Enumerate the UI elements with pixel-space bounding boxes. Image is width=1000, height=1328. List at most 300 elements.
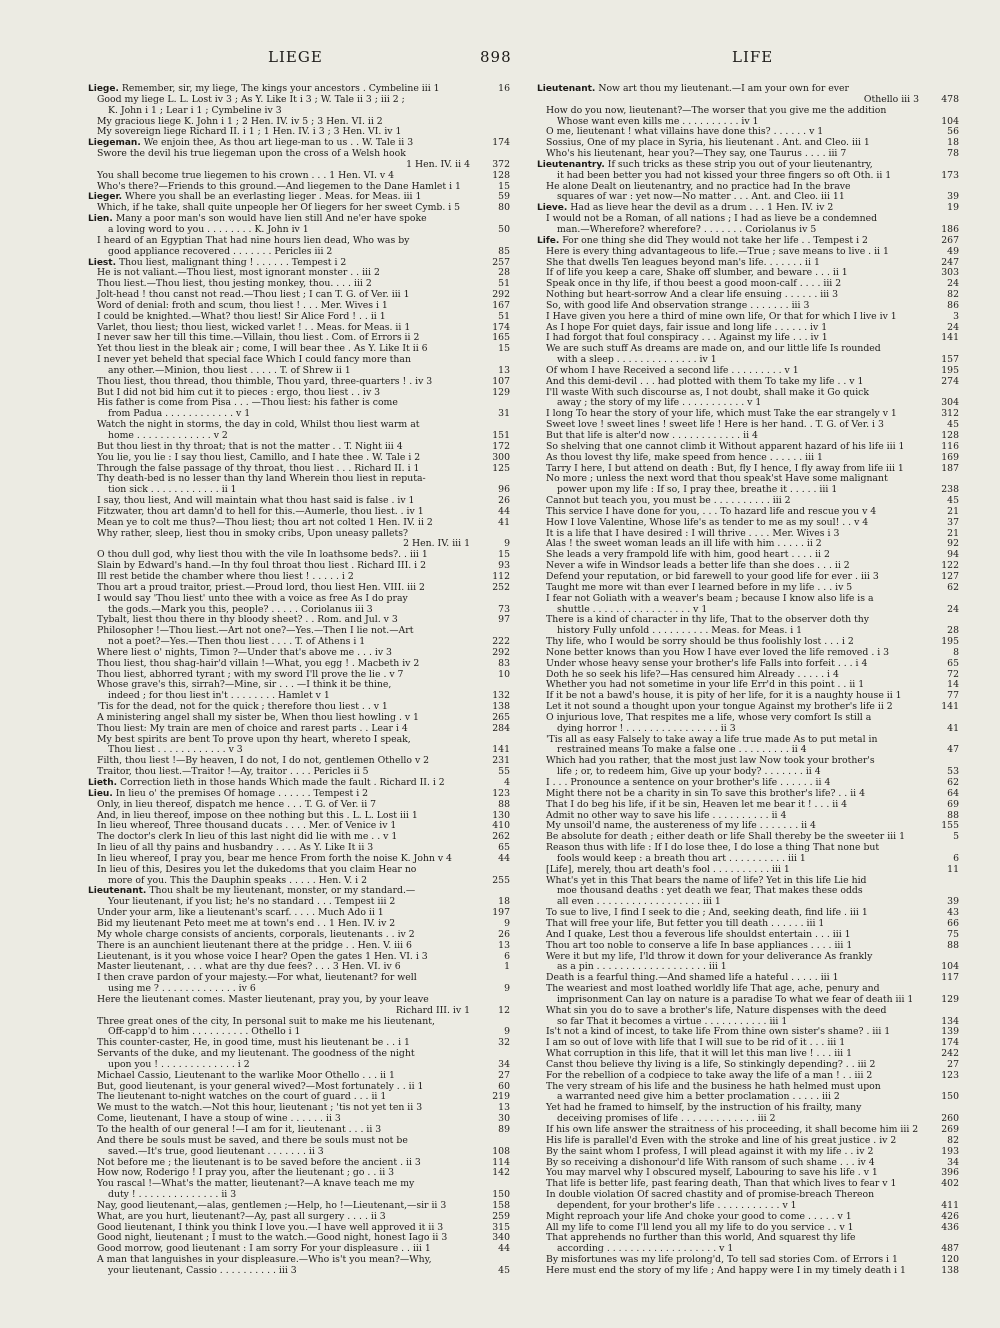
quotation-text: Thou liest, malignant thing ! . . . . . . Tempest i 2 [118, 257, 347, 268]
concordance-line [537, 778, 959, 789]
quotation-text: Othello iii 3 [863, 94, 919, 105]
line-number: 231 [489, 756, 510, 767]
concordance-line [88, 1179, 510, 1190]
line-number: 242 [938, 1049, 959, 1060]
concordance-line [88, 1006, 510, 1017]
concordance-line [537, 1060, 959, 1071]
concordance-line [88, 258, 510, 269]
line-number: 77 [944, 691, 959, 702]
line-number: 303 [938, 268, 959, 279]
concordance-line [88, 724, 510, 735]
quotation-text: Varlet, thou liest; thou liest, wicked varlet ! . . Meas. for Meas. ii 1 [97, 322, 411, 333]
headword: Lien. [88, 214, 113, 225]
quotation-text: with a sleep . . . . . . . . . . . . . . iv 1 [557, 355, 717, 366]
quotation-text: That I do beg his life, if it be sin, Heaven let me bear it ! . . . ii 4 [546, 799, 848, 810]
concordance-line [88, 756, 510, 767]
concordance-line [88, 247, 510, 258]
line-number: 88 [944, 811, 959, 822]
line-number: 49 [944, 247, 959, 258]
quotation-text: He alone Dealt on lieutenantry, and no practice had In the brave [546, 181, 851, 192]
concordance-line [537, 984, 959, 995]
quotation-text: By the saint whom I profess, I will plead against it with my life . . iv 2 [546, 1146, 874, 1157]
line-number: 18 [944, 138, 959, 149]
quotation-text: It is a life that I have desired : I will thrive . . . . Mer. Wives i 3 [546, 528, 840, 539]
concordance-line [537, 431, 959, 442]
concordance-line [88, 388, 510, 399]
concordance-line [537, 1255, 959, 1266]
concordance-line [537, 355, 959, 366]
quotation-text: For one thing she did They would not take her life . . Tempest i 2 [562, 235, 868, 246]
concordance-line [537, 1168, 959, 1179]
page-number: 898 [480, 48, 512, 66]
line-number: 26 [495, 496, 510, 507]
quotation-text: 2 Hen. IV. iii 1 [403, 539, 470, 550]
quotation-text: To sue to live, I find I seek to die ; And, seeking death, find life . iii 1 [546, 908, 868, 919]
quotation-text: Speak once in thy life, if thou beest a good moon-calf . . . . iii 2 [546, 279, 842, 290]
quotation-text: deceiving promises of life . . . . . . . . . . . . . iii 2 [557, 1114, 776, 1125]
quotation-text: any other.—Minion, thou liest . . . . . T. of Shrew ii 1 [108, 365, 351, 376]
line-number: 340 [489, 1233, 510, 1244]
quotation-text: My sovereign liege Richard II. i 1 ; 1 Hen. IV. i 3 ; 3 Hen. VI. iv 1 [97, 127, 402, 138]
concordance-line [537, 952, 959, 963]
concordance-line [88, 355, 510, 366]
line-number: 410 [489, 821, 510, 832]
quotation-text: O injurious love, That respites me a life, whose very comfort Is still a [546, 712, 872, 723]
quotation-text: I . . . Pronounce a sentence on your brother's life . . . . . . ii 4 [546, 778, 831, 788]
concordance-line [537, 908, 959, 919]
quotation-text: She that dwells Ten leagues beyond man's life. . . . . . . ii 1 [546, 257, 820, 268]
quotation-text: Tarry I here, I but attend on death : But, fly I hence, I fly away from life iii 1 [546, 463, 904, 474]
quotation-text: upon you ! . . . . . . . . . . . . . i 2 [108, 1059, 250, 1070]
concordance-line [537, 680, 959, 691]
quotation-text: a loving word to you . . . . . . . . K. John iv 1 [108, 224, 309, 235]
quotation-text: moe thousand deaths : yet death we fear, That makes these odds [557, 886, 863, 897]
line-number: 27 [944, 1060, 959, 1071]
headword: Life. [537, 235, 560, 246]
quotation-text: By misfortunes was my life prolong'd, To tell sad stories Com. of Errors i 1 [546, 1255, 898, 1266]
concordance-line [88, 572, 510, 583]
concordance-line [537, 192, 959, 203]
line-number: 43 [944, 908, 959, 919]
quotation-text: What, are you hurt, lieutenant?—Ay, past all surgery . . . . ii 3 [97, 1211, 386, 1222]
quotation-text: Sossius, One of my place in Syria, his lieutenant . Ant. and Cleo. iii 1 [546, 138, 870, 149]
concordance-line [88, 962, 510, 973]
concordance-line [88, 800, 510, 811]
quotation-text: Many a poor man's son would have lien still And ne'er have spoke [115, 214, 427, 225]
quotation-text: But, good lieutenant, is your general wived?—Most fortunately . . ii 1 [97, 1081, 424, 1092]
concordance-line [537, 333, 959, 344]
quotation-text: But I did not bid him cut it to pieces : ergo, thou liest . . iv 3 [97, 387, 381, 398]
concordance-line [88, 973, 510, 984]
quotation-text: Doth he so seek his life?—Has censured him Already . . . . . i 4 [546, 669, 839, 680]
concordance-line [88, 691, 510, 702]
concordance-line [537, 442, 959, 453]
headword: Lieve. [537, 203, 568, 214]
concordance-line [537, 637, 959, 648]
concordance-line [88, 214, 510, 225]
line-number: 41 [495, 518, 510, 529]
concordance-line [88, 1255, 510, 1266]
quotation-text: His father is come from Pisa . . . —Thou liest: his father is come [97, 398, 398, 409]
quotation-text: Thou art too noble to conserve a life In base appliances . . . . iii 1 [546, 940, 853, 951]
line-number: 155 [938, 821, 959, 832]
line-number: 138 [489, 702, 510, 713]
line-number: 9 [501, 1027, 510, 1038]
concordance-line [88, 1168, 510, 1179]
concordance-line [88, 1223, 510, 1234]
line-number: 487 [938, 1244, 959, 1255]
concordance-line [537, 724, 959, 735]
quotation-text: I would not be a Roman, of all nations ; I had as lieve be a condemned [546, 214, 878, 225]
quotation-text: I am so out of love with life that I will sue to be rid of it . . . iii 1 [546, 1038, 846, 1049]
concordance-line [537, 182, 959, 193]
line-number: 174 [489, 323, 510, 334]
concordance-line [537, 702, 959, 713]
line-number: 128 [938, 431, 959, 442]
line-number: 28 [944, 626, 959, 637]
line-number: 187 [938, 464, 959, 475]
concordance-line [88, 984, 510, 995]
quotation-text: Watch the night in storms, the day in cold, Whilst thou liest warm at [97, 420, 420, 431]
headword: Lieu. [88, 788, 113, 799]
line-number: 34 [944, 1158, 959, 1169]
quotation-text: O thou dull god, why liest thou with the vile In loathsome beds?. . iii 1 [97, 550, 428, 561]
quotation-text: Whether you had not sometime in your life Err'd in this point . . ii 1 [546, 680, 865, 691]
concordance-line [537, 323, 959, 334]
quotation-text: Remember, sir, my liege, The kings your ancestors . Cymbeline iii 1 [121, 84, 440, 94]
quotation-text: Richard III. iv 1 [395, 1005, 470, 1016]
quotation-text: How now, Roderigo ! I pray you, after the lieutenant ; go . . ii 3 [97, 1168, 395, 1179]
concordance-line [537, 464, 959, 475]
quotation-text: Why rather, sleep, liest thou in smoky cribs, Upon uneasy pallets? [97, 528, 409, 539]
line-number: 44 [495, 854, 510, 865]
concordance-line [88, 1114, 510, 1125]
concordance-line [88, 702, 510, 713]
quotation-text: I then crave pardon of your majesty.—For what, lieutenant? for well [97, 973, 417, 984]
quotation-text: away ; the story of my life . . . . . . . . . . . v 1 [557, 398, 762, 409]
quotation-text: Yet thou liest in the bleak air ; come, I will bear thee . As Y. Like It ii 6 [97, 344, 428, 355]
left-column [88, 84, 510, 1320]
concordance-line [537, 615, 959, 626]
concordance-line [88, 626, 510, 637]
quotation-text: all even . . . . . . . . . . . . . . . . . . iii 1 [557, 897, 721, 908]
quotation-text: Philosopher !—Thou liest.—Art not one?—Yes.—Then I lie not.—Art [97, 626, 414, 637]
concordance-line [537, 84, 959, 95]
concordance-line [88, 138, 510, 149]
concordance-line [537, 117, 959, 128]
concordance-line [88, 344, 510, 355]
line-number: 312 [938, 409, 959, 420]
concordance-line [537, 1125, 959, 1136]
concordance-line [537, 420, 959, 431]
quotation-text: Never a wife in Windsor leads a better life than she does . . . ii 2 [546, 561, 850, 572]
quotation-text: Servants of the duke, and my lieutenant. The goodness of the night [97, 1049, 415, 1060]
line-number: 402 [938, 1179, 959, 1190]
concordance-line [88, 149, 510, 160]
line-number: 6 [501, 952, 510, 963]
concordance-line [88, 821, 510, 832]
concordance-line [537, 605, 959, 616]
quotation-text: A man that languishes in your displeasure.—Who is't you mean?—Why, [97, 1255, 432, 1266]
concordance-line [537, 1017, 959, 1028]
quotation-text: [Life], merely, thou art death's fool . . . . . . . . . . iii 1 [546, 864, 790, 875]
line-number: 27 [495, 1071, 510, 1082]
concordance-line [537, 876, 959, 887]
concordance-line [537, 659, 959, 670]
quotation-text: How do you now, lieutenant?—The worser that you give me the addition [546, 105, 887, 116]
quotation-text: My best spirits are bent To prove upon thy heart, whereto I speak, [97, 734, 411, 745]
concordance-line [88, 323, 510, 334]
concordance-line [88, 1038, 510, 1049]
concordance-line [88, 442, 510, 453]
concordance-line [537, 1027, 959, 1038]
quotation-text: Be absolute for death ; either death or life Shall thereby be the sweeter iii 1 [546, 832, 906, 843]
line-number: 93 [495, 561, 510, 572]
concordance-line [88, 745, 510, 756]
concordance-line [537, 745, 959, 756]
concordance-line [88, 637, 510, 648]
concordance-line [537, 1136, 959, 1147]
concordance-line [537, 377, 959, 388]
line-number: 24 [944, 279, 959, 290]
concordance-line [88, 1027, 510, 1038]
concordance-line [88, 333, 510, 344]
concordance-line [537, 832, 959, 843]
concordance-line [537, 854, 959, 865]
concordance-line [88, 995, 510, 1006]
line-number: 3 [950, 312, 959, 323]
concordance-line [537, 496, 959, 507]
line-number: 139 [938, 1027, 959, 1038]
concordance-line [537, 268, 959, 279]
line-number: 104 [938, 962, 959, 973]
line-number: 174 [489, 138, 510, 149]
quotation-text: Master lieutenant, . . . what are thy due fees? . . . 3 Hen. VI. iv 6 [97, 962, 401, 973]
concordance-line [537, 561, 959, 572]
line-number: 411 [938, 1201, 959, 1212]
quotation-text: My gracious liege K. John i 1 ; 2 Hen. IV. iv 5 ; 3 Hen. VI. ii 2 [97, 116, 383, 127]
concordance-line [88, 1244, 510, 1255]
quotation-text: By so receiving a dishonour'd life With ransom of such shame . . . iv 4 [546, 1157, 875, 1168]
line-number: 284 [489, 724, 510, 735]
concordance-line [537, 518, 959, 529]
line-number: 24 [944, 605, 959, 616]
line-number: 1 [501, 962, 510, 973]
line-number: 300 [489, 453, 510, 464]
quotation-text: But thou liest in thy throat; that is not the matter . . T. Night iii 4 [97, 441, 403, 452]
concordance-line [537, 897, 959, 908]
quotation-text: Had as lieve hear the devil as a drum . . . 1 Hen. IV. iv 2 [570, 203, 834, 214]
quotation-text: 'Tis for the dead, not for the quick ; therefore thou liest . . v 1 [97, 702, 388, 713]
quotation-text: Word of denial: froth and scum, thou liest ! . . . Mer. Wives i 1 [97, 300, 388, 311]
quotation-text: As I hope For quiet days, fair issue and long life . . . . . . iv 1 [546, 322, 828, 333]
line-number: 141 [938, 702, 959, 713]
concordance-line [88, 529, 510, 540]
right-running-head: LIFE [732, 48, 774, 66]
line-number: 129 [938, 995, 959, 1006]
headword: Lieutenant. [88, 886, 147, 897]
concordance-line [88, 485, 510, 496]
quotation-text: In lieu whereof, Three thousand ducats . . . . Mer. of Venice iv 1 [97, 821, 397, 832]
quotation-text: a warranted need give him a better proclamation . . . . . iii 2 [557, 1092, 840, 1103]
line-number: 167 [489, 301, 510, 312]
line-number: 72 [944, 670, 959, 681]
quotation-text: What's yet in this That bears the name of life? Yet in this life Lie hid [546, 875, 867, 886]
concordance-line [88, 680, 510, 691]
line-number: 151 [489, 431, 510, 442]
quotation-text: so far That it becomes a virtue . . . . . . . . . . . iii 1 [557, 1016, 788, 1027]
concordance-line [88, 1266, 510, 1277]
quotation-text: Thou liest: My train are men of choice and rarest parts . . Lear i 4 [97, 723, 408, 734]
quotation-text: Correction lieth in those hands Which made the fault . Richard II. i 2 [120, 778, 445, 788]
quotation-text: Here is every thing advantageous to life.—True ; save means to live . ii 1 [546, 246, 889, 257]
line-number: 45 [944, 496, 959, 507]
line-number: 104 [938, 117, 959, 128]
quotation-text: None better knows than you How I have ever loved the life removed . i 3 [546, 647, 890, 658]
line-number: 51 [495, 312, 510, 323]
line-number: 267 [938, 236, 959, 247]
line-number: 31 [495, 409, 510, 420]
quotation-text: imprisonment Can lay on nature is a paradise To what we fear of death iii 1 [557, 994, 914, 1005]
concordance-line [537, 1082, 959, 1093]
line-number: 64 [944, 789, 959, 800]
quotation-text: Under whose heavy sense your brother's life Falls into forfeit . . . i 4 [546, 658, 868, 669]
line-number: 94 [944, 550, 959, 561]
concordance-line [88, 453, 510, 464]
quotation-text: tion sick . . . . . . . . . . . . ii 1 [108, 485, 237, 496]
concordance-line [88, 767, 510, 778]
quotation-text: We are such stuff As dreams are made on, and our little life Is rounded [546, 344, 881, 355]
quotation-text: Thou liest . . . . . . . . . . . . v 3 [108, 745, 243, 756]
headword: Liege. [88, 84, 119, 94]
concordance-line [537, 713, 959, 724]
line-number: 18 [495, 897, 510, 908]
line-number: 44 [495, 507, 510, 518]
quotation-text: not a poet?—Yes.—Then thou liest . . . . T. of Athens i 1 [108, 637, 366, 648]
line-number: 11 [944, 865, 959, 876]
line-number: 39 [944, 192, 959, 203]
line-number: 193 [938, 1147, 959, 1158]
line-number: 6 [950, 854, 959, 865]
line-number: 82 [944, 290, 959, 301]
line-number: 28 [495, 268, 510, 279]
quotation-text: There is an aunchient lieutenant there at the pridge . . Hen. V. iii 6 [97, 940, 412, 951]
line-number: 134 [938, 1017, 959, 1028]
concordance-line [88, 1212, 510, 1223]
concordance-line [88, 930, 510, 941]
quotation-text: But that life is alter'd now . . . . . . . . . . . . ii 4 [546, 431, 758, 441]
concordance-line [537, 550, 959, 561]
concordance-line [537, 941, 959, 952]
line-number: 117 [938, 973, 959, 984]
line-number: 107 [489, 377, 510, 388]
line-number: 128 [489, 171, 510, 182]
concordance-line [537, 539, 959, 550]
concordance-line [537, 572, 959, 583]
quotation-text: Here the lieutenant comes. Master lieutenant, pray you, by your leave [97, 994, 429, 1005]
line-number: 97 [495, 615, 510, 626]
concordance-line [88, 409, 510, 420]
quotation-text: Sweet love ! sweet lines ! sweet life ! Here is her hand. . T. G. of Ver. i 3 [546, 420, 884, 431]
line-number: 150 [489, 1190, 510, 1201]
concordance-line [88, 1071, 510, 1082]
line-number: 92 [944, 539, 959, 550]
concordance-line [537, 648, 959, 659]
concordance-line [88, 605, 510, 616]
line-number: 53 [944, 767, 959, 778]
concordance-line [88, 583, 510, 594]
quotation-text: Thou liest, thou thread, thou thimble, Thou yard, three-quarters ! . iv 3 [97, 376, 433, 387]
line-number: 83 [495, 659, 510, 670]
line-number: 62 [944, 778, 959, 789]
quotation-text: Three great ones of the city, In personal suit to make me his lieutenant, [97, 1016, 435, 1027]
quotation-text: The very stream of his life and the business he hath helmed must upon [546, 1081, 881, 1092]
concordance-line [537, 1179, 959, 1190]
concordance-line [88, 160, 510, 171]
line-number: 89 [495, 1125, 510, 1136]
quotation-text: I Have given you here a third of mine own life, Or that for which I live iv 1 [546, 311, 897, 322]
concordance-line [537, 1071, 959, 1082]
line-number: 9 [501, 984, 510, 995]
concordance-line [88, 95, 510, 106]
quotation-text: You may marvel why I obscured myself, Labouring to save his life . v 1 [546, 1168, 878, 1179]
line-number: 24 [944, 323, 959, 334]
quotation-text: I long To hear the story of your life, which must Take the ear strangely v 1 [546, 409, 897, 420]
headword: Lieutenant. [537, 84, 596, 94]
line-number: 82 [944, 1136, 959, 1147]
line-number: 10 [495, 670, 510, 681]
concordance-line [88, 182, 510, 193]
quotation-text: All my life to come I'll lend you all my life to do you service . . v 1 [546, 1222, 854, 1233]
quotation-text: I had forgot that foul conspiracy . . . Against my life . . . iv 1 [546, 333, 828, 344]
quotation-text: Under your arm, like a lieutenant's scarf. . . . . Much Ado ii 1 [97, 908, 384, 919]
concordance-line [537, 995, 959, 1006]
quotation-text: Canst thou believe thy living is a life, So stinkingly depending? . . iii 2 [546, 1059, 876, 1070]
quotation-text: No more ; unless the next word that thou speak'st Have some malignant [546, 474, 888, 485]
line-number: 260 [938, 1114, 959, 1125]
concordance-line [537, 626, 959, 637]
concordance-line [88, 1201, 510, 1212]
quotation-text: That apprehends no further than this world, And squarest thy life [546, 1233, 856, 1244]
quotation-text: Thou shalt be my lieutenant, monster, or my standard.— [149, 886, 416, 897]
quotation-text: If it be not a bawd's house, it is pity of her life, for it is a naughty house ii 1 [546, 691, 902, 702]
concordance-line [88, 941, 510, 952]
quotation-text: Cannot but teach you, you must be . . . . . . . . . . iii 2 [546, 496, 791, 507]
concordance-line [88, 1136, 510, 1147]
line-number: 44 [495, 1244, 510, 1255]
quotation-text: history Fully unfold . . . . . . . . . . Meas. for Meas. i 1 [557, 626, 803, 637]
concordance-line [537, 312, 959, 323]
line-number: 292 [489, 648, 510, 659]
concordance-line [88, 908, 510, 919]
quotation-text: Who's there?—Friends to this ground.—And liegemen to the Dane Hamlet i 1 [97, 181, 461, 192]
line-number: 247 [938, 258, 959, 269]
concordance-line [537, 1103, 959, 1114]
concordance-line [537, 225, 959, 236]
quotation-text: The lieutenant to-night watches on the court of guard . . . ii 1 [97, 1092, 387, 1103]
concordance-line [88, 886, 510, 897]
concordance-line [88, 290, 510, 301]
concordance-line [537, 1233, 959, 1244]
quotation-text: Good night, lieutenant ; I must to the watch.—Good night, honest Iago ii 3 [97, 1233, 448, 1244]
concordance-line [537, 583, 959, 594]
line-number: 238 [938, 485, 959, 496]
quotation-text: I say, thou liest, And will maintain what thou hast said is false . iv 1 [97, 496, 415, 507]
line-number: 130 [489, 811, 510, 822]
concordance-line [88, 279, 510, 290]
line-number: 88 [495, 800, 510, 811]
concordance-line [537, 507, 959, 518]
